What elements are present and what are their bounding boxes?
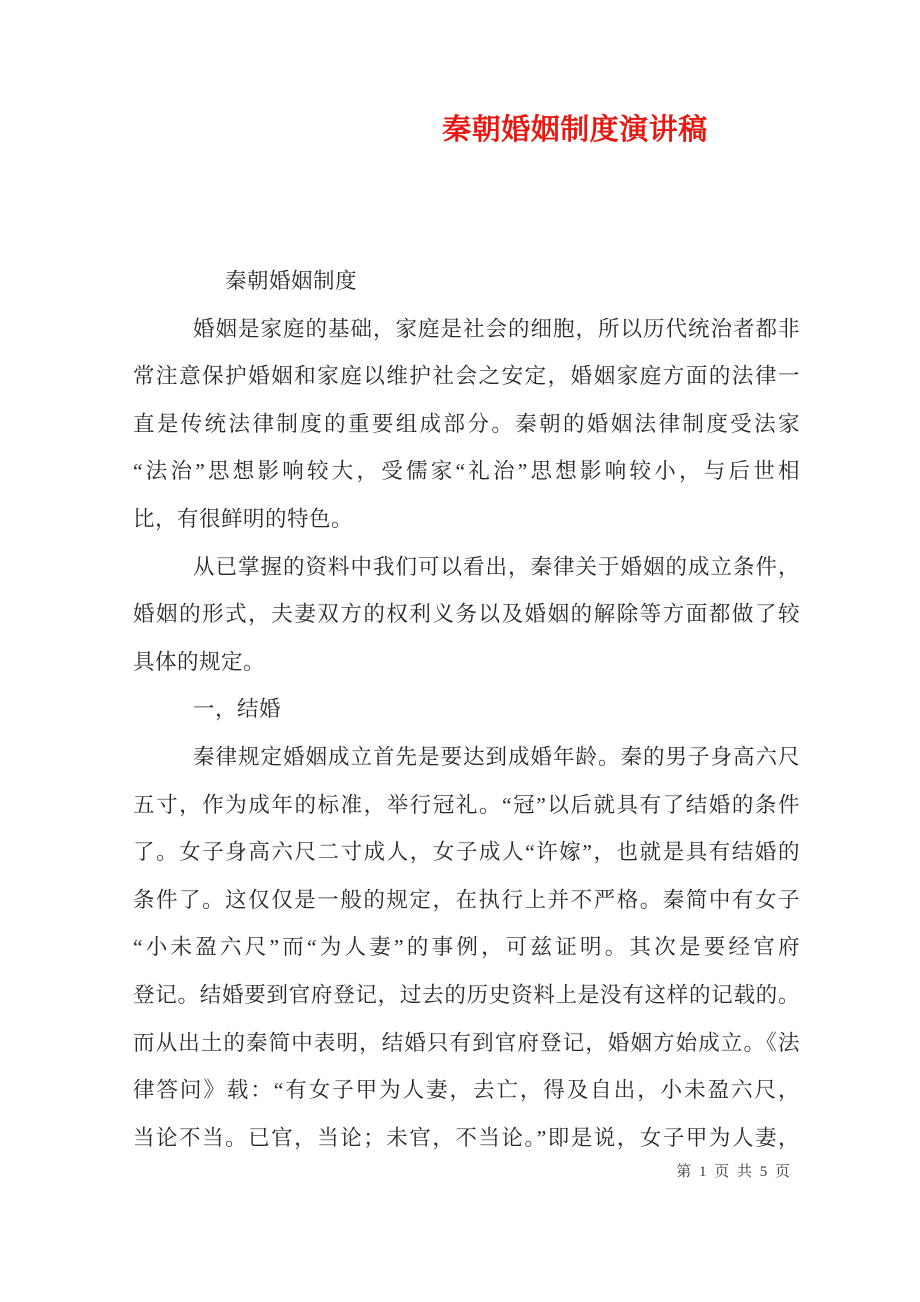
text-line: 五寸，作为成年的标准，举行冠礼。“冠”以后就具有了结婚的条件 (133, 792, 800, 817)
text-line: 直是传统法律制度的重要组成部分。秦朝的婚姻法律制度受法家 (133, 411, 800, 436)
text-line: 具体的规定。 (133, 649, 266, 674)
text-line: 婚姻是家庭的基础，家庭是社会的细胞，所以历代统治者都非 (193, 316, 800, 341)
text-line: 秦律规定婚姻成立首先是要达到成婚年龄。秦的男子身高六尺 (193, 744, 800, 769)
text-line: 律答问》载：“有女子甲为人妻，去亡，得及自出，小未盈六尺， (133, 1078, 800, 1103)
page-number-footer: 第 1 页 共 5 页 (676, 1164, 792, 1180)
text-line: 登记。结婚要到官府登记，过去的历史资料上是没有这样的记载的。 (133, 982, 800, 1007)
text-line: 而从出土的秦简中表明，结婚只有到官府登记，婚姻方始成立。《法 (133, 1030, 800, 1055)
text-line: 秦朝婚姻制度 (225, 269, 358, 293)
text-line: 婚姻的形式，夫妻双方的权利义务以及婚姻的解除等方面都做了较 (133, 602, 800, 627)
document-title: 秦朝婚姻制度演讲稿 (442, 114, 708, 146)
text-line: 了。女子身高六尺二寸成人，女子成人“许嫁”，也就是具有结婚的 (133, 840, 800, 865)
text-line: “小未盈六尺”而“为人妻”的事例，可兹证明。其次是要经官府 (133, 935, 800, 960)
text-line: 常注意保护婚姻和家庭以维护社会之安定，婚姻家庭方面的法律一 (133, 364, 800, 389)
text-line: “法治”思想影响较大，受儒家“礼治”思想影响较小，与后世相 (133, 459, 800, 484)
text-line: 条件了。这仅仅是一般的规定，在执行上并不严格。秦简中有女子 (133, 887, 800, 912)
text-line: 从已掌握的资料中我们可以看出，秦律关于婚姻的成立条件， (193, 554, 800, 579)
text-line: 一，结婚 (193, 697, 282, 722)
text-line: 比，有很鲜明的特色。 (133, 506, 354, 531)
text-line: 当论不当。已官，当论；未官，不当论。”即是说，女子甲为人妻， (133, 1125, 800, 1150)
document-body (133, 258, 800, 1162)
